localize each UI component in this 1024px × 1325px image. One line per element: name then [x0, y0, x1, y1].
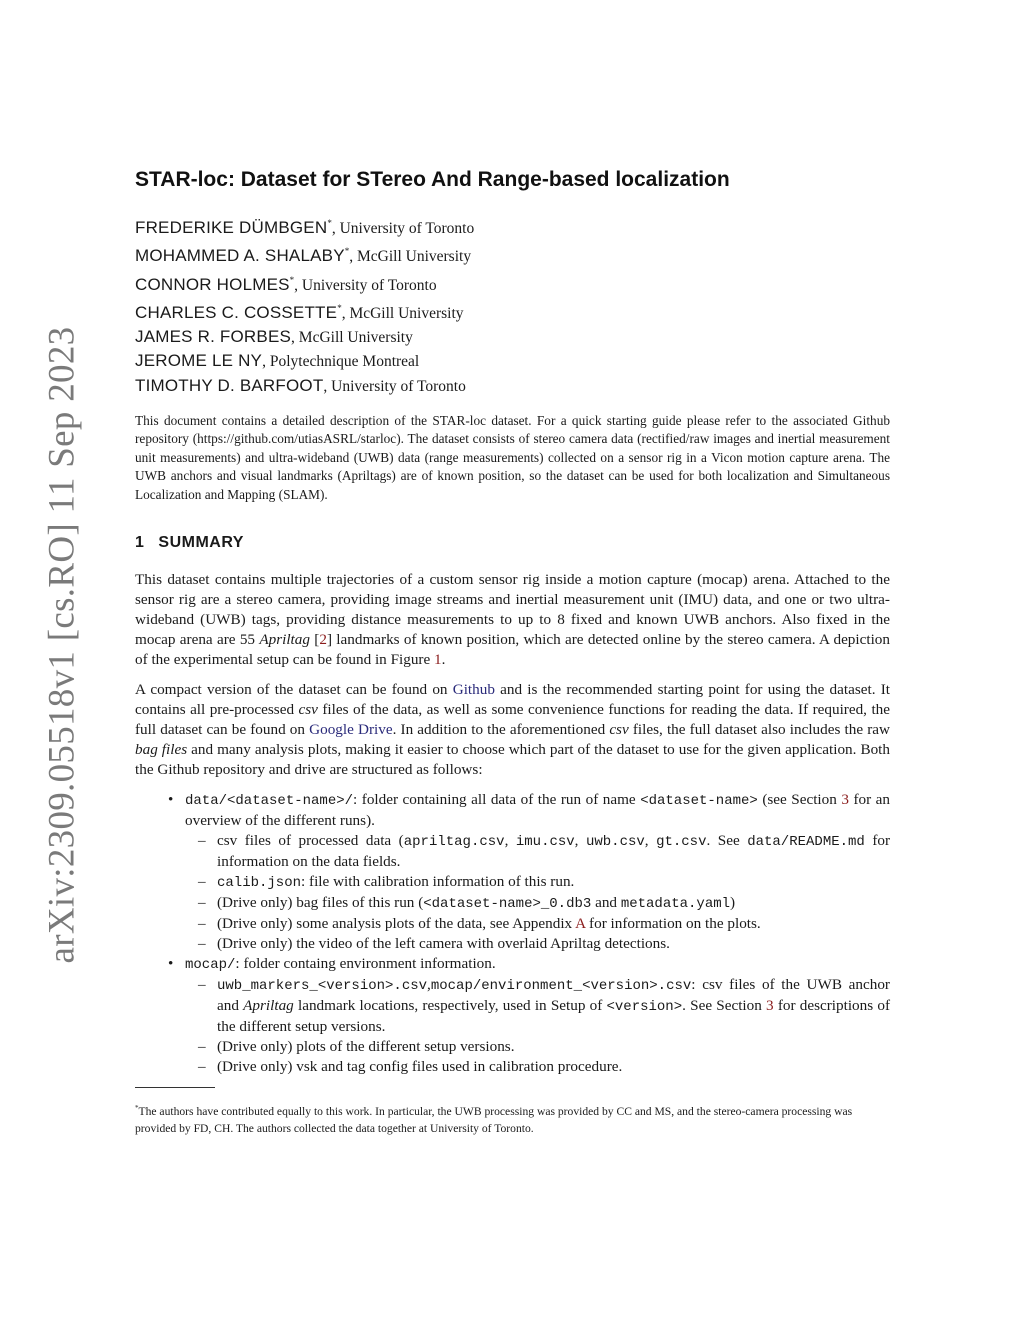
text-run: ,: [427, 976, 431, 994]
text-run: . See: [706, 832, 748, 850]
code-path: data/README.md: [747, 834, 865, 851]
dash-icon: –: [198, 976, 206, 994]
text-run: : folder containg environment information.: [235, 955, 496, 973]
sublist-item: [185, 872, 890, 893]
text-run: (Drive only) plots of the different setup versions.: [217, 1038, 515, 1056]
author-name: CHARLES C. COSSETTE: [135, 302, 338, 322]
code-path: uwb_markers_<version>.csv: [217, 978, 428, 995]
dash-icon: –: [198, 832, 206, 850]
dash-icon: –: [198, 1038, 206, 1056]
sublist-item: [185, 1037, 890, 1057]
dash-icon: –: [198, 1058, 206, 1076]
sublist-item: [185, 914, 890, 934]
code-path: imu.csv: [515, 834, 575, 851]
author-affiliation: , University of Toronto: [294, 276, 437, 294]
text-run: : file with calibration information of this run.: [301, 873, 575, 891]
text-run: for an overview of the different runs).: [185, 791, 890, 830]
sublist-item: [185, 934, 890, 954]
text-run: (Drive only) some analysis plots of the data, see Appendix: [217, 915, 576, 933]
section-link[interactable]: 3: [766, 997, 774, 1015]
bullet-icon: •: [168, 791, 174, 809]
author-name: CONNOR HOLMES: [135, 274, 290, 294]
arxiv-stamp: arXiv:2309.05518v1 [cs.RO] 11 Sep 2023: [41, 326, 83, 964]
text-run: files, the full dataset also includes the raw: [628, 721, 890, 739]
list-item: [135, 790, 890, 954]
code-path: <dataset-name>: [640, 793, 758, 810]
text-run: (Drive only) vsk and tag config files used in calibration procedure.: [217, 1058, 623, 1076]
code-path: apriltag.csv: [403, 834, 505, 851]
equal-contribution-mark: *: [327, 218, 332, 228]
github-link[interactable]: Github: [452, 681, 495, 699]
code-path: mocap/environment_<version>.csv: [430, 978, 692, 995]
equal-contribution-mark: *: [344, 246, 350, 257]
bag-files-term: bag files: [135, 741, 188, 759]
author-line: [135, 240, 890, 268]
text-run: and: [591, 894, 621, 912]
code-path: calib.json: [217, 875, 302, 892]
text-run: landmark locations, respectively, used in Setup of: [293, 997, 607, 1015]
text-run: and many analysis plots, making it easier to choose which part of the dataset to use for the given application. Both the Github repository and drive are structured as follows:: [135, 741, 890, 779]
text-run: ,: [644, 832, 657, 850]
author-name: JAMES R. FORBES: [135, 327, 292, 347]
citation-link[interactable]: 2: [319, 631, 327, 649]
text-run: csv files of processed data (: [217, 832, 404, 850]
summary-paragraph-2: [135, 680, 890, 780]
author-affiliation: , University of Toronto: [323, 377, 466, 395]
apriltag-term: Apriltag: [243, 997, 294, 1015]
text-run: (see Section: [757, 791, 842, 809]
footnote: [135, 1100, 890, 1137]
author-list: [135, 212, 890, 398]
paper-page: [135, 168, 890, 1148]
appendix-link[interactable]: A: [575, 915, 586, 933]
footnote-mark: *: [135, 1103, 139, 1112]
author-name: MOHAMMED A. SHALABY: [135, 246, 345, 266]
code-path: gt.csv: [656, 834, 707, 851]
section-number: 1: [135, 534, 145, 552]
abstract: This document contains a detailed description of the STAR-loc dataset. For a quick starting guide please refer to the associated Github repository (https://github.com/utiasASRL/starloc). The dataset consists of stereo camera data (rectified/raw images and inertial measurement unit measurements) and ultra-wideband (UWB) data (range measurements) collected on a sensor rig in a Vicon motion capture arena. The UWB anchors and visual landmarks (Apriltags) are of known position, so the dataset can be used for both localization and Simultaneous Localization and Mapping (SLAM).: [135, 413, 890, 502]
author-line: [135, 349, 890, 373]
author-affiliation: , University of Toronto: [331, 220, 475, 237]
author-affiliation: , McGill University: [341, 304, 464, 322]
paper-title: STAR-loc: Dataset for STereo And Range-based localization: [135, 168, 730, 191]
sublist-item: [185, 1057, 890, 1077]
text-run: (Drive only) bag files of this run (: [217, 894, 424, 912]
code-path: data/<dataset-name>/: [185, 793, 354, 810]
text-run: A compact version of the dataset can be found on: [135, 681, 453, 699]
sublist-item: [185, 831, 890, 872]
dash-icon: –: [198, 935, 206, 953]
text-run: for descriptions of the different setup versions.: [217, 997, 890, 1036]
sublist: [185, 831, 890, 954]
text-run: .: [441, 651, 446, 669]
author-line: [135, 212, 890, 240]
dash-icon: –: [198, 894, 206, 912]
text-run: . See Section: [682, 997, 767, 1015]
csv-term: csv: [609, 721, 629, 739]
text-run: ): [730, 894, 736, 912]
author-name: FREDERIKE DÜMBGEN: [135, 218, 328, 237]
text-run: . In addition to the aforementioned: [392, 721, 610, 739]
list-item: [135, 954, 890, 1077]
sublist: [185, 975, 890, 1077]
text-run: files of the data, as well as some convenience functions for reading the data. If required, the full dataset can be found on: [135, 701, 890, 739]
text-run: ,: [504, 832, 516, 850]
text-run: : folder containing all data of the run of name: [353, 791, 641, 809]
bullet-icon: •: [168, 955, 174, 973]
text-run: : csv files of the UWB anchor and: [217, 976, 890, 1015]
text-run: This dataset contains multiple trajectories of a custom sensor rig inside a motion capture (mocap) arena. Attached to the sensor rig are a stereo camera, providing image streams and inertial measurement unit (IMU) data, and one or two ultra-wideband (UWB) tags, providing distance measurements to up to 8 fixed and known UWB anchors. Also fixed in the mocap arena are 55: [135, 571, 890, 649]
dash-icon: –: [198, 915, 206, 933]
text-run: [: [309, 631, 320, 649]
author-line: [135, 374, 890, 398]
equal-contribution-mark: *: [337, 302, 342, 313]
section-title: SUMMARY: [158, 534, 244, 552]
summary-paragraph-1: [135, 570, 890, 670]
structure-list: [135, 790, 890, 1077]
figure-link[interactable]: 1: [434, 651, 442, 669]
author-affiliation: , Polytechnique Montreal: [262, 353, 420, 371]
section-link[interactable]: 3: [841, 791, 849, 809]
csv-term: csv: [298, 701, 318, 719]
author-line: [135, 269, 890, 297]
author-line: [135, 297, 890, 325]
text-run: for information on the data fields.: [217, 832, 891, 871]
sublist-item: [185, 975, 890, 1037]
text-run: for information on the plots.: [585, 915, 761, 933]
apriltag-term: Apriltag: [259, 631, 310, 649]
code-path: metadata.yaml: [620, 896, 731, 913]
dash-icon: –: [198, 873, 206, 891]
google-drive-link[interactable]: Google Drive: [309, 721, 393, 739]
equal-contribution-mark: *: [289, 274, 295, 285]
code-path: <dataset-name>_0.db3: [423, 896, 592, 913]
section-heading: [135, 534, 890, 552]
author-name: JEROME LE NY: [135, 351, 263, 371]
author-line: [135, 325, 890, 349]
code-path: mocap/: [185, 957, 236, 974]
code-path: <version>: [606, 999, 683, 1016]
footnote-rule: [135, 1087, 215, 1088]
author-affiliation: , McGill University: [349, 248, 472, 266]
code-path: uwb.csv: [585, 834, 645, 851]
text-run: (Drive only) the video of the left camera with overlaid Apriltag detections.: [217, 935, 670, 953]
sublist-item: [185, 893, 890, 914]
author-name: TIMOTHY D. BARFOOT: [135, 375, 324, 395]
text-run: and is the recommended starting point for using the dataset. It contains all pre-processed: [135, 681, 891, 719]
text-run: ,: [574, 832, 586, 850]
text-run: ] landmarks of known position, which are detected online by the stereo camera. A depiction of the experimental setup can be found in Figure: [135, 631, 890, 669]
footnote-text: The authors have contributed equally to this work. In particular, the UWB processing was provided by CC and MS, and the stereo-camera processing was provided by FD, CH. The authors collected the data together at University of Toronto.: [135, 1104, 853, 1135]
author-affiliation: , McGill University: [291, 329, 413, 347]
